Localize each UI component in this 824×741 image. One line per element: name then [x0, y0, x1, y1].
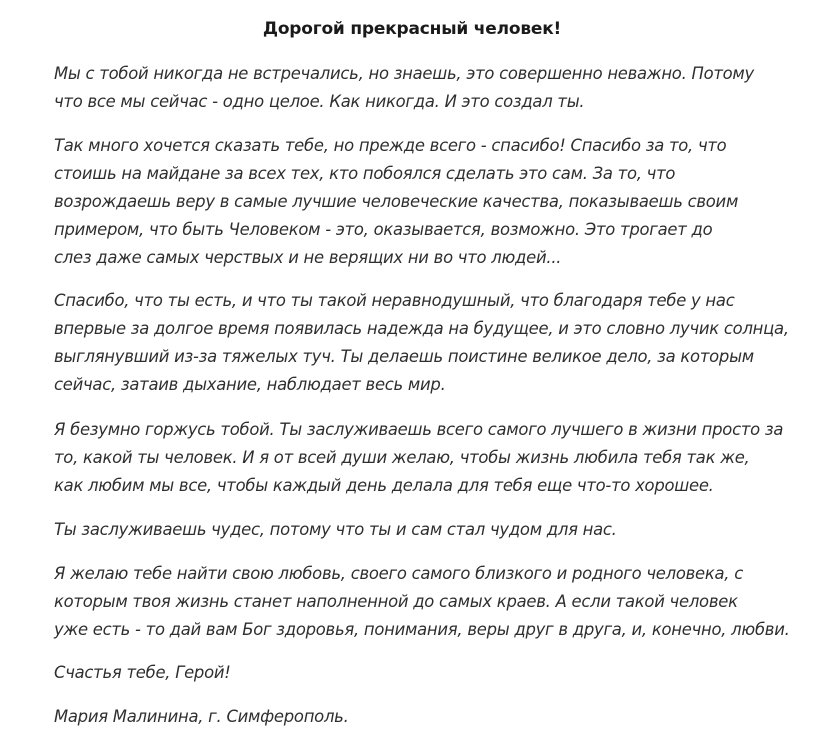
paragraph-line: уже есть - то дай вам Бог здоровья, понимания, веры друг в друга, и, конечно, любви.: [54, 620, 790, 639]
paragraph-line: Так много хочется сказать тебе, но прежде всего - спасибо! Спасибо за то, что: [54, 136, 727, 155]
paragraph-line: как любим мы все, чтобы каждый день делала для тебя еще что-то хорошее.: [54, 476, 714, 495]
closing-greeting: [54, 659, 814, 687]
paragraph-5: [54, 516, 814, 544]
paragraph-line: Спасибо, что ты есть, и что ты такой неравнодушный, что благодаря тебе у нас: [54, 291, 735, 310]
paragraph-line: стоишь на майдане за всех тех, кто побоялся сделать это сам. За то, что: [54, 164, 676, 183]
paragraph-line: Мария Малинина, г. Симферополь.: [54, 707, 349, 726]
paragraph-line: Счастья тебе, Герой!: [54, 663, 231, 682]
paragraph-line: примером, что быть Человеком - это, оказывается, возможно. Это трогает до: [54, 220, 713, 239]
paragraph-line: слез даже самых черствых и не верящих ни во что людей...: [54, 248, 562, 267]
paragraph-line: Я безумно горжусь тобой. Ты заслуживаешь всего самого лучшего в жизни просто за: [54, 420, 784, 439]
paragraph-2: [54, 132, 814, 272]
paragraph-line: Я желаю тебе найти свою любовь, своего самого близкого и родного человека, с: [54, 564, 743, 583]
paragraph-line: впервые за долгое время появилась надежда на будущее, и это словно лучик солнца,: [54, 319, 789, 338]
paragraph-line: то, какой ты человек. И я от всей души желаю, чтобы жизнь любила тебя так же,: [54, 448, 750, 467]
signature: [54, 703, 814, 731]
paragraph-4: [54, 416, 814, 500]
paragraph-6: [54, 560, 814, 644]
paragraph-line: возрождаешь веру в самые лучшие человеческие качества, показываешь своим: [54, 192, 739, 211]
letter-title: Дорогой прекрасный человек!: [262, 19, 562, 39]
paragraph-line: выглянувший из-за тяжелых туч. Ты делаешь поистине великое дело, за которым: [54, 347, 754, 366]
paragraph-line: Мы с тобой никогда не встречались, но знаешь, это совершенно неважно. Потому: [54, 64, 754, 83]
paragraph-line: Ты заслуживаешь чудес, потому что ты и сам стал чудом для нас.: [54, 520, 617, 539]
paragraph-line: которым твоя жизнь станет наполненной до самых краев. А если такой человек: [54, 592, 738, 611]
paragraph-3: [54, 287, 814, 399]
paragraph-line: что все мы сейчас - одно целое. Как никогда. И это создал ты.: [54, 92, 585, 111]
paragraph-1: [54, 60, 814, 116]
paragraph-line: сейчас, затаив дыхание, наблюдает весь мир.: [54, 375, 446, 394]
